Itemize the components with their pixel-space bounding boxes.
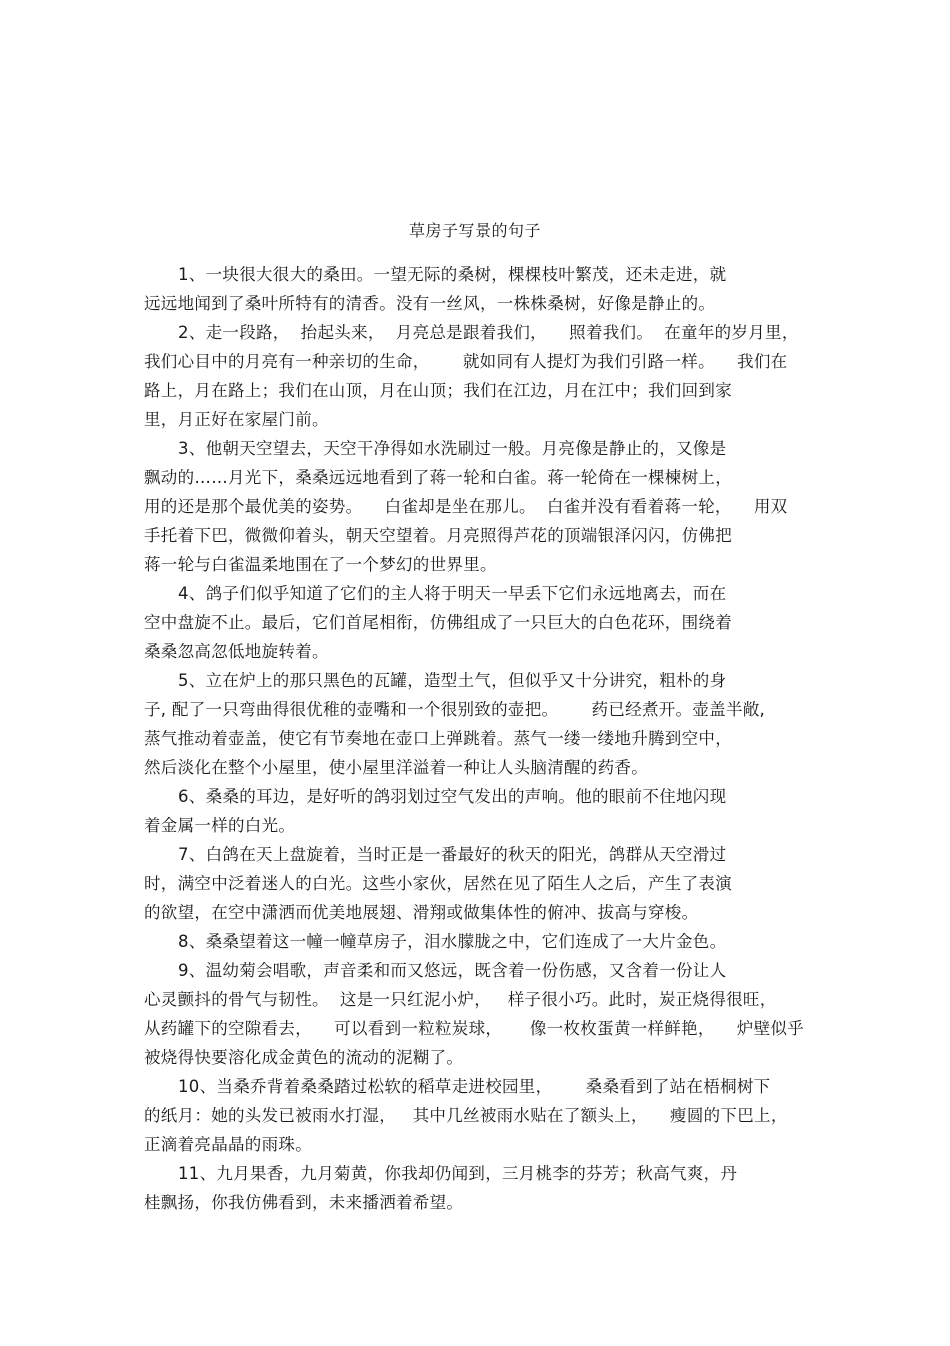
text-line: 然后淡化在整个小屋里，使小屋里洋溢着一种让人头脑清醒的药香。	[144, 758, 648, 777]
text-line: 的纸月：她的头发已被雨水打湿， 其中几丝被雨水贴在了额头上， 瘦圆的下巴上，	[144, 1106, 788, 1125]
text-line: 空中盘旋不止。最后，它们首尾相衔，仿佛组成了一只巨大的白色花环，围绕着	[144, 613, 732, 632]
text-line: 8、桑桑望着这一幢一幢草房子，泪水朦胧之中，它们连成了一大片金色。	[178, 932, 727, 951]
text-line: 路上，月在路上；我们在山顶，月在山顶；我们在江边，月在江中；我们回到家	[144, 381, 732, 400]
text-line: 蒸气推动着壶盖，使它有节奏地在壶口上弹跳着。蒸气一缕一缕地升腾到空中，	[144, 729, 732, 748]
text-line: 从药罐下的空隙看去， 可以看到一粒粒炭球， 像一枚枚蛋黄一样鲜艳， 炉壁似乎	[144, 1019, 805, 1038]
text-line: 2、走一段路， 抬起头来， 月亮总是跟着我们， 照着我们。 在童年的岁月里，	[178, 323, 799, 342]
text-line: 手托着下巴，微微仰着头，朝天空望着。月亮照得芦花的顶端银泽闪闪，仿佛把	[144, 526, 732, 545]
text-line: 正滴着亮晶晶的雨珠。	[144, 1135, 312, 1154]
text-line: 10、当桑乔背着桑桑踏过松软的稻草走进校园里， 桑桑看到了站在梧桐树下	[178, 1077, 771, 1096]
text-line: 心灵颤抖的骨气与韧性。 这是一只红泥小炉， 样子很小巧。此时，炭正烧得很旺，	[144, 990, 777, 1009]
text-line: 子, 配了一只弯曲得很优稚的壶嘴和一个很别致的壶把。 药已经煮开。壶盖半敞,	[144, 700, 766, 719]
text-line: 着金属一样的白光。	[144, 816, 296, 835]
text-line: 4、鸽子们似乎知道了它们的主人将于明天一早丢下它们永远地离去，而在	[178, 584, 727, 603]
text-line: 桑桑忽高忽低地旋转着。	[144, 642, 329, 661]
text-line: 用的还是那个最优美的姿势。 白雀却是坐在那儿。 白雀并没有看着蒋一轮， 用双	[144, 497, 788, 516]
page-title: 草房子写景的句子	[408, 221, 541, 240]
text-line: 被烧得快要溶化成金黄色的流动的泥糊了。	[144, 1048, 464, 1067]
text-line: 9、温幼菊会唱歌，声音柔和而又悠远，既含着一份伤感，又含着一份让人	[178, 961, 727, 980]
text-line: 远远地闻到了桑叶所特有的清香。没有一丝风，一株株桑树，好像是静止的。	[144, 294, 716, 313]
text-line: 5、立在炉上的那只黑色的瓦罐，造型土气，但似乎又十分讲究，粗朴的身	[178, 671, 727, 690]
text-line: 飘动的……月光下，桑桑远远地看到了蒋一轮和白雀。蒋一轮倚在一棵楝树上，	[144, 468, 732, 487]
text-line: 我们心目中的月亮有一种亲切的生命， 就如同有人提灯为我们引路一样。 我们在	[144, 352, 788, 371]
text-line: 7、白鸽在天上盘旋着，当时正是一番最好的秋天的阳光，鸽群从天空滑过	[178, 845, 727, 864]
text-line: 1、一块很大很大的桑田。一望无际的桑树，棵棵枝叶繁茂，还未走进，就	[178, 265, 727, 284]
text-line: 3、他朝天空望去，天空干净得如水洗刷过一般。月亮像是静止的，又像是	[178, 439, 727, 458]
text-line: 蒋一轮与白雀温柔地围在了一个梦幻的世界里。	[144, 555, 497, 574]
text-line: 里，月正好在家屋门前。	[144, 410, 329, 429]
text-line: 桂飘扬，你我仿佛看到，未来播洒着希望。	[144, 1193, 464, 1212]
text-line: 的欲望，在空中潇洒而优美地展翅、滑翔或做集体性的俯冲、拔高与穿梭。	[144, 903, 699, 922]
text-line: 11、九月果香，九月菊黄，你我却仍闻到，三月桃李的芬芳；秋高气爽，丹	[178, 1164, 738, 1183]
text-line: 时，满空中泛着迷人的白光。这些小家伙，居然在见了陌生人之后，产生了表演	[144, 874, 732, 893]
text-line: 6、桑桑的耳边，是好听的鸽羽划过空气发出的声响。他的眼前不住地闪现	[178, 787, 727, 806]
